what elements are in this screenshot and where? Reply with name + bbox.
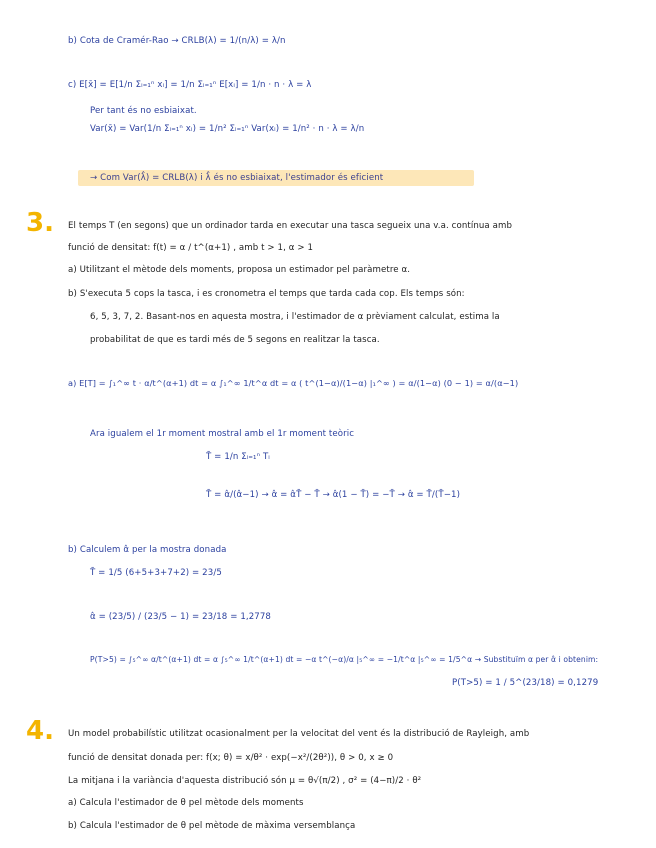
solution-b-probability-result: P(T>5) = 1 / 5^(23/18) = 0,1279 <box>452 678 599 688</box>
efficiency-conclusion: → Com Var(λ̂) = CRLB(λ) i λ̂ és no esbiaixat, l'estimador és eficient <box>90 173 384 183</box>
cramer-rao-bound-line: b) Cota de Cramér-Rao → CRLB(λ) = 1/(n/λ) = λ/n <box>68 36 286 46</box>
problem-3-part-b-line-1: b) S'executa 5 cops la tasca, i es cronometra el temps que tarda cada cop. Els temps són: <box>68 289 465 299</box>
problem-3-part-a: a) Utilitzant el mètode dels moments, proposa un estimador pel paràmetre α. <box>68 265 411 275</box>
problem-4-part-a: a) Calcula l'estimador de θ pel mètode dels moments <box>68 798 304 808</box>
solution-a-expectation: a) E[T] = ∫₁^∞ t · α/t^(α+1) dt = α ∫₁^∞ 1/t^α dt = α ( t^(1−α)/(1−α) |₁^∞ ) = α/(1−α) (0 − 1) = α/(α−1) <box>68 378 519 388</box>
solution-a-moment-matching: Ara igualem el 1r moment mostral amb el 1r moment teòric <box>90 429 355 439</box>
expectation-line: c) E[x̄] = E[1/n Σᵢ₌₁ⁿ xᵢ] = 1/n Σᵢ₌₁ⁿ E[xᵢ] = 1/n · n · λ = λ <box>68 80 312 90</box>
problem-3-part-b-line-3: probabilitat de que es tardi més de 5 segons en realitzar la tasca. <box>90 335 380 345</box>
solution-b-sample-mean: T̄ = 1/5 (6+5+3+7+2) = 23/5 <box>90 568 222 578</box>
solution-b-intro: b) Calculem α̂ per la mostra donada <box>68 545 227 555</box>
solution-b-alpha-hat: α̂ = (23/5) / (23/5 − 1) = 23/18 = 1,2778 <box>90 612 271 622</box>
problem-4-part-b: b) Calcula l'estimador de θ pel mètode de màxima versemblança <box>68 821 356 831</box>
problem-4-statement-line-1: Un model probabilístic utilitzat ocasionalment per la velocitat del vent és la distribució de Rayleigh, amb <box>68 729 530 739</box>
problem-3-statement-line-1: El temps T (en segons) que un ordinador tarda en executar una tasca segueix una v.a. contínua amb <box>68 221 513 231</box>
variance-line: Var(x̄) = Var(1/n Σᵢ₌₁ⁿ xᵢ) = 1/n² Σᵢ₌₁ⁿ Var(xᵢ) = 1/n² · n · λ = λ/n <box>90 124 365 134</box>
problem-4-statement-line-3: La mitjana i la variància d'aquesta distribució són μ = θ√(π/2) , σ² = (4−π)/2 · θ² <box>68 776 422 786</box>
solution-b-probability: P(T>5) = ∫₅^∞ α/t^(α+1) dt = α ∫₅^∞ 1/t^(α+1) dt = −α t^(−α)/α |₅^∞ = −1/t^α |₅^∞ = 1/5^α → Substituïm α per α̂ i obtenim: <box>90 655 599 664</box>
problem-3-statement-line-2: funció de densitat: f(t) = α / t^(α+1) , amb t > 1, α > 1 <box>68 243 314 253</box>
problem-number-3: 3. <box>26 208 54 238</box>
unbiased-note: Per tant és no esbiaixat. <box>90 106 197 116</box>
solution-a-estimator: T̄ = α̂/(α̂−1) → α̂ = α̂T̄ − T̄ → α̂(1 − T̄) = −T̄ → α̂ = T̄/(T̄−1) <box>206 490 461 500</box>
problem-number-4: 4. <box>26 716 54 746</box>
problem-4-statement-line-2: funció de densitat donada per: f(x; θ) = x/θ² · exp(−x²/(2θ²)), θ > 0, x ≥ 0 <box>68 753 394 763</box>
problem-3-part-b-line-2: 6, 5, 3, 7, 2. Basant-nos en aquesta mostra, i l'estimador de α prèviament calculat, estima la <box>90 312 500 322</box>
solution-a-sample-mean: T̄ = 1/n Σᵢ₌₁ⁿ Tᵢ <box>206 452 270 462</box>
